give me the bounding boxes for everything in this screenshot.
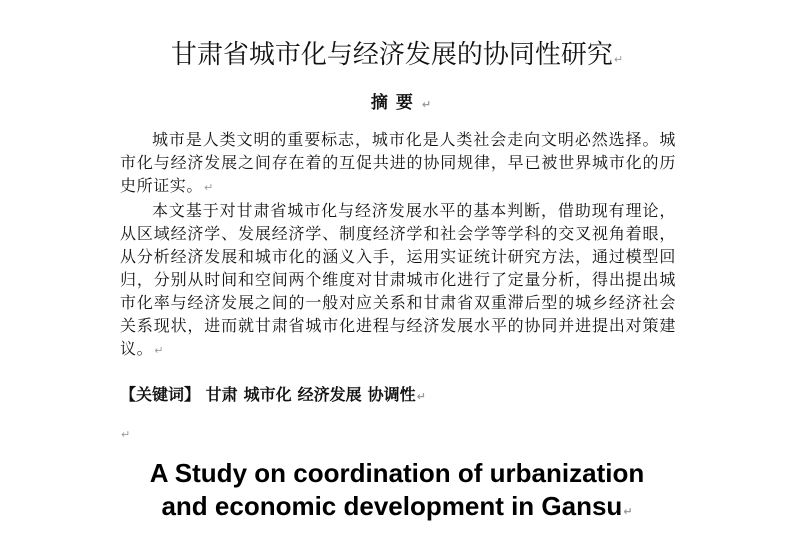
paragraph-mark-icon: ↵ xyxy=(421,98,432,111)
abstract-heading-text: 摘要 xyxy=(370,93,421,113)
abstract-paragraph-1 xyxy=(120,128,676,199)
keywords-label: 【关键词】 xyxy=(120,385,201,404)
document-title-text: 甘肃省城市化与经济发展的协同性研究 xyxy=(170,40,613,70)
keyword-item: 协调性 xyxy=(367,385,416,404)
english-title-line-1: A Study on coordination of urbanization xyxy=(149,458,645,488)
document-title xyxy=(0,38,794,77)
abstract-paragraph-2 xyxy=(120,199,676,362)
abstract-heading xyxy=(0,92,794,116)
english-title xyxy=(0,457,794,528)
keyword-item: 经济发展 xyxy=(297,385,362,404)
paragraph-mark-icon: ↵ xyxy=(204,181,214,194)
keywords-line xyxy=(120,384,680,408)
paragraph-mark-icon: ↵ xyxy=(416,390,426,403)
abstract-paragraph-2-text: 本文基于对甘肃省城市化与经济发展水平的基本判断，借助现有理论，从区域经济学、发展经济学、制度经济学和社会学等学科的交叉视角着眼，从分析经济发展和城市化的涵义入手，运用实证统计研究方法，通过模型回归，分别从时间和空间两个维度对甘肃城市化进行了定量分析，得出提出城市化率与经济发展之间的一般对应关系和甘肃省双重滞后型的城乡经济社会关系现状，进而就甘肃省城市化进程与经济发展水平的协同并进提出对策建议。 xyxy=(120,201,676,358)
keyword-item: 甘肃 xyxy=(205,385,238,404)
english-title-line-2 xyxy=(0,490,794,528)
paragraph-mark-icon: ↵ xyxy=(623,505,633,518)
english-title-line-2-text: and economic development in Gansu xyxy=(161,491,623,521)
paragraph-mark-icon: ↵ xyxy=(613,53,624,66)
abstract-body xyxy=(120,128,676,362)
empty-paragraph xyxy=(120,428,130,441)
paragraph-mark-icon: ↵ xyxy=(121,428,131,441)
paragraph-mark-icon: ↵ xyxy=(154,344,165,357)
abstract-paragraph-1-text: 城市是人类文明的重要标志，城市化是人类社会走向文明必然选择。城市化与经济发展之间存在着的互促共进的协同规律，早已被世界城市化的历史所证实。 xyxy=(120,130,676,195)
keyword-item: 城市化 xyxy=(243,385,292,404)
